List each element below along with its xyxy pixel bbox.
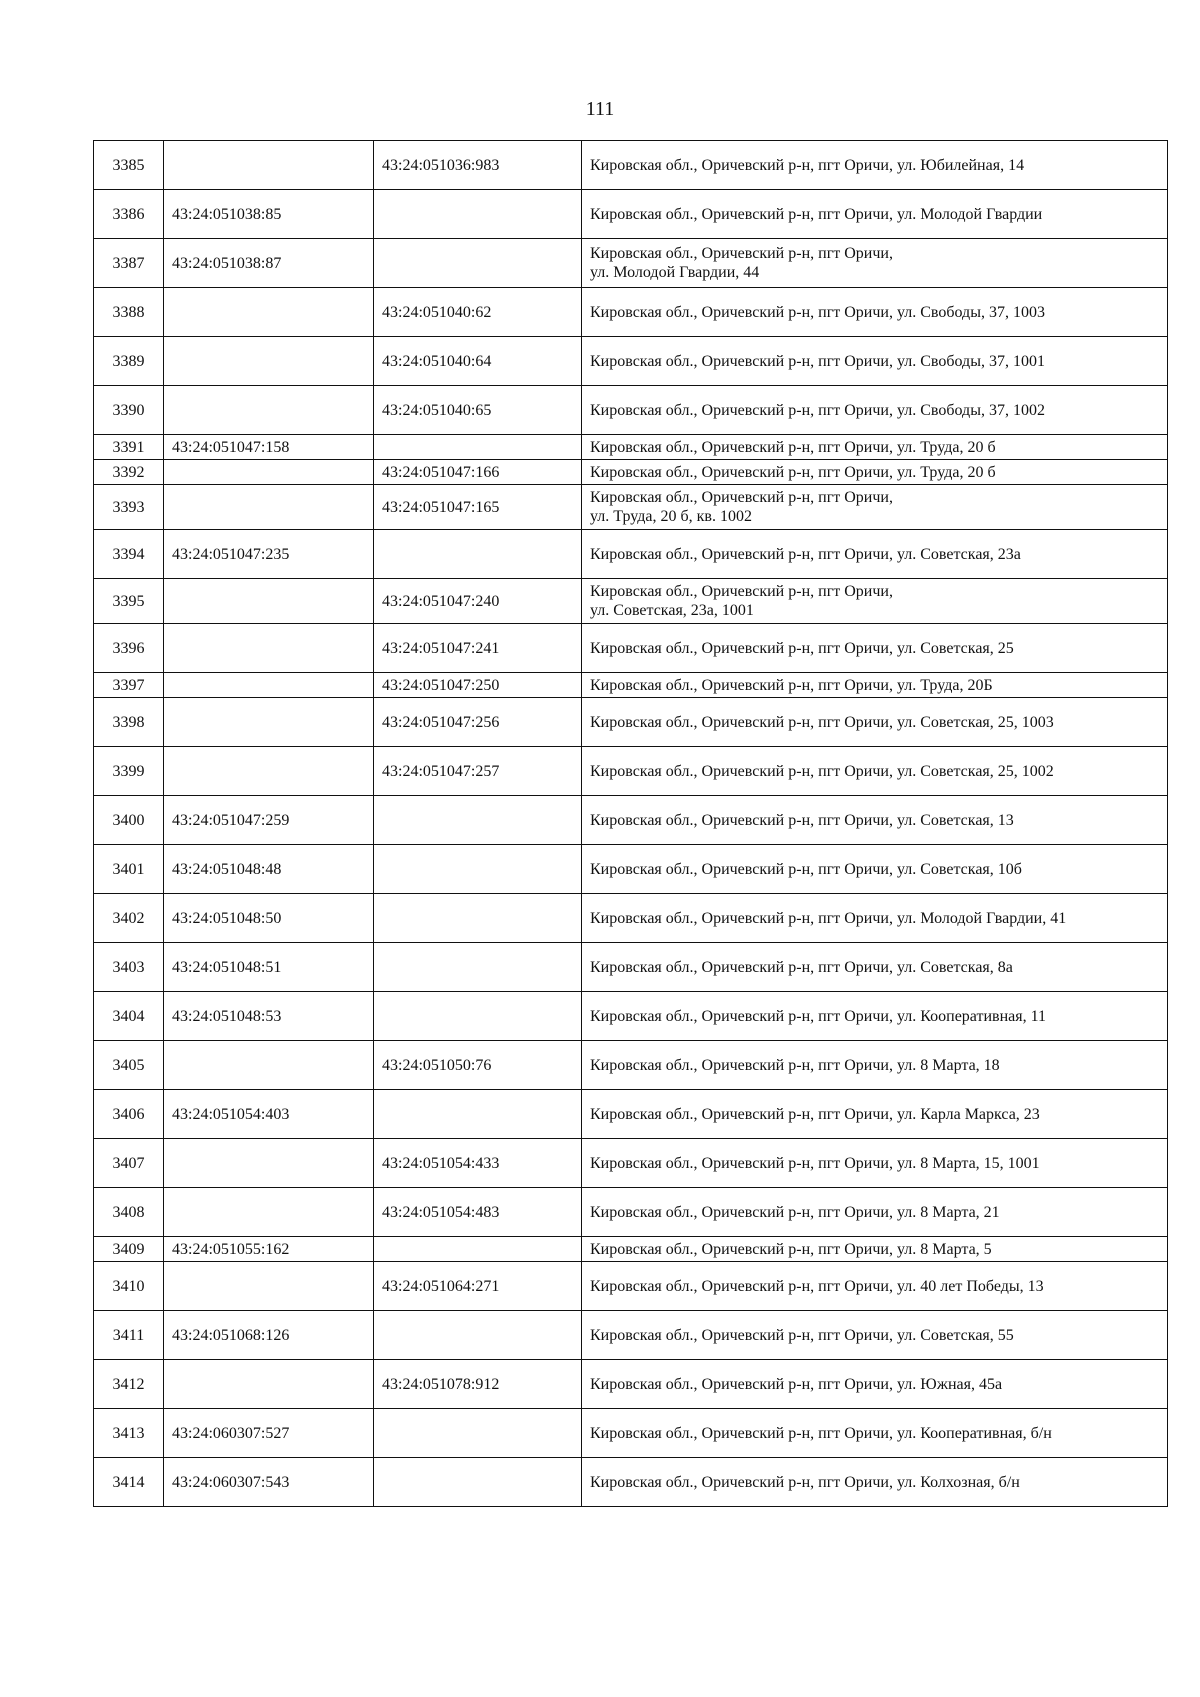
land-cadastral-number-cell bbox=[164, 288, 374, 337]
address-line: Кировская обл., Оричевский р-н, пгт Оричи, ул. Молодой Гвардии bbox=[590, 205, 1043, 223]
address-cell bbox=[582, 673, 1168, 698]
table-row bbox=[94, 796, 1168, 845]
land-cadastral-number-cell bbox=[164, 386, 374, 435]
address-line: Кировская обл., Оричевский р-н, пгт Оричи, ул. Труда, 20 б bbox=[590, 438, 996, 456]
address-line: Кировская обл., Оричевский р-н, пгт Оричи, ул. Кооперативная, 11 bbox=[590, 1007, 1047, 1025]
object-cadastral-number-cell bbox=[374, 943, 582, 992]
address-line: Кировская обл., Оричевский р-н, пгт Оричи, bbox=[590, 245, 893, 262]
row-number-cell: 3404 bbox=[94, 992, 164, 1041]
land-cadastral-number-cell: 43:24:051038:87 bbox=[164, 239, 374, 288]
address-cell bbox=[582, 141, 1168, 190]
land-cadastral-number-cell: 43:24:051048:53 bbox=[164, 992, 374, 1041]
table-row bbox=[94, 894, 1168, 943]
object-cadastral-number-cell bbox=[374, 1409, 582, 1458]
address-line: Кировская обл., Оричевский р-н, пгт Оричи, ул. 8 Марта, 21 bbox=[590, 1203, 1000, 1221]
address-line: Кировская обл., Оричевский р-н, пгт Оричи, ул. Советская, 25, 1002 bbox=[590, 762, 1054, 780]
table-row bbox=[94, 288, 1168, 337]
land-cadastral-number-cell: 43:24:051055:162 bbox=[164, 1237, 374, 1262]
address-cell bbox=[582, 1262, 1168, 1311]
address-cell bbox=[582, 1311, 1168, 1360]
address-cell bbox=[582, 485, 1168, 530]
row-number-cell: 3390 bbox=[94, 386, 164, 435]
land-cadastral-number-cell: 43:24:051048:50 bbox=[164, 894, 374, 943]
address-line: Кировская обл., Оричевский р-н, пгт Оричи, ул. Труда, 20Б bbox=[590, 676, 993, 694]
row-number-cell: 3392 bbox=[94, 460, 164, 485]
table-row bbox=[94, 530, 1168, 579]
land-cadastral-number-cell: 43:24:051038:85 bbox=[164, 190, 374, 239]
land-cadastral-number-cell bbox=[164, 1262, 374, 1311]
table-row bbox=[94, 1188, 1168, 1237]
land-cadastral-number-cell bbox=[164, 624, 374, 673]
object-cadastral-number-cell bbox=[374, 1311, 582, 1360]
address-line: Кировская обл., Оричевский р-н, пгт Оричи, ул. Советская, 10б bbox=[590, 860, 1022, 878]
address-cell bbox=[582, 239, 1168, 288]
row-number-cell: 3411 bbox=[94, 1311, 164, 1360]
table-row bbox=[94, 579, 1168, 624]
object-cadastral-number-cell bbox=[374, 894, 582, 943]
address-line: ул. Труда, 20 б, кв. 1002 bbox=[590, 508, 752, 525]
object-cadastral-number-cell: 43:24:051047:240 bbox=[374, 579, 582, 624]
land-cadastral-number-cell: 43:24:051047:158 bbox=[164, 435, 374, 460]
table-row bbox=[94, 386, 1168, 435]
table-row bbox=[94, 239, 1168, 288]
address-cell bbox=[582, 894, 1168, 943]
object-cadastral-number-cell: 43:24:051050:76 bbox=[374, 1041, 582, 1090]
object-cadastral-number-cell: 43:24:051047:166 bbox=[374, 460, 582, 485]
registry-table bbox=[93, 140, 1168, 1507]
table-row bbox=[94, 141, 1168, 190]
address-line: Кировская обл., Оричевский р-н, пгт Оричи, ул. Свободы, 37, 1001 bbox=[590, 352, 1045, 370]
land-cadastral-number-cell bbox=[164, 1041, 374, 1090]
address-line: Кировская обл., Оричевский р-н, пгт Оричи, ул. Труда, 20 б bbox=[590, 463, 996, 481]
address-cell bbox=[582, 943, 1168, 992]
land-cadastral-number-cell: 43:24:060307:543 bbox=[164, 1458, 374, 1507]
object-cadastral-number-cell: 43:24:051040:65 bbox=[374, 386, 582, 435]
row-number-cell: 3394 bbox=[94, 530, 164, 579]
object-cadastral-number-cell bbox=[374, 845, 582, 894]
land-cadastral-number-cell: 43:24:051068:126 bbox=[164, 1311, 374, 1360]
table-row bbox=[94, 747, 1168, 796]
address-line: Кировская обл., Оричевский р-н, пгт Оричи, bbox=[590, 583, 893, 600]
object-cadastral-number-cell: 43:24:051040:64 bbox=[374, 337, 582, 386]
address-line: Кировская обл., Оричевский р-н, пгт Оричи, ул. Советская, 25 bbox=[590, 639, 1014, 657]
address-cell bbox=[582, 845, 1168, 894]
object-cadastral-number-cell bbox=[374, 1090, 582, 1139]
row-number-cell: 3391 bbox=[94, 435, 164, 460]
address-cell bbox=[582, 190, 1168, 239]
land-cadastral-number-cell bbox=[164, 141, 374, 190]
land-cadastral-number-cell bbox=[164, 460, 374, 485]
row-number-cell: 3385 bbox=[94, 141, 164, 190]
row-number-cell: 3387 bbox=[94, 239, 164, 288]
row-number-cell: 3406 bbox=[94, 1090, 164, 1139]
address-cell bbox=[582, 288, 1168, 337]
object-cadastral-number-cell: 43:24:051064:271 bbox=[374, 1262, 582, 1311]
land-cadastral-number-cell bbox=[164, 337, 374, 386]
row-number-cell: 3403 bbox=[94, 943, 164, 992]
table-row bbox=[94, 337, 1168, 386]
object-cadastral-number-cell bbox=[374, 992, 582, 1041]
table-row bbox=[94, 460, 1168, 485]
table-row bbox=[94, 673, 1168, 698]
address-cell bbox=[582, 1041, 1168, 1090]
object-cadastral-number-cell: 43:24:051047:257 bbox=[374, 747, 582, 796]
address-line: Кировская обл., Оричевский р-н, пгт Оричи, ул. Свободы, 37, 1003 bbox=[590, 303, 1045, 321]
address-cell bbox=[582, 579, 1168, 624]
object-cadastral-number-cell bbox=[374, 435, 582, 460]
table-row bbox=[94, 1360, 1168, 1409]
address-cell bbox=[582, 386, 1168, 435]
address-line: Кировская обл., Оричевский р-н, пгт Оричи, ул. Советская, 55 bbox=[590, 1326, 1014, 1344]
address-line: Кировская обл., Оричевский р-н, пгт Оричи, ул. 8 Марта, 15, 1001 bbox=[590, 1154, 1040, 1172]
table-row bbox=[94, 1041, 1168, 1090]
object-cadastral-number-cell: 43:24:051054:433 bbox=[374, 1139, 582, 1188]
table-row bbox=[94, 1262, 1168, 1311]
object-cadastral-number-cell: 43:24:051040:62 bbox=[374, 288, 582, 337]
row-number-cell: 3389 bbox=[94, 337, 164, 386]
row-number-cell: 3414 bbox=[94, 1458, 164, 1507]
row-number-cell: 3412 bbox=[94, 1360, 164, 1409]
address-cell bbox=[582, 337, 1168, 386]
land-cadastral-number-cell bbox=[164, 1188, 374, 1237]
registry-body bbox=[94, 141, 1168, 1507]
land-cadastral-number-cell bbox=[164, 1360, 374, 1409]
address-line: Кировская обл., Оричевский р-н, пгт Оричи, ул. Советская, 23а bbox=[590, 545, 1021, 563]
row-number-cell: 3413 bbox=[94, 1409, 164, 1458]
address-cell bbox=[582, 1458, 1168, 1507]
address-cell bbox=[582, 1409, 1168, 1458]
address-cell bbox=[582, 796, 1168, 845]
address-line: Кировская обл., Оричевский р-н, пгт Оричи, ул. 40 лет Победы, 13 bbox=[590, 1277, 1044, 1295]
land-cadastral-number-cell bbox=[164, 673, 374, 698]
land-cadastral-number-cell: 43:24:051047:235 bbox=[164, 530, 374, 579]
object-cadastral-number-cell: 43:24:051078:912 bbox=[374, 1360, 582, 1409]
table-row bbox=[94, 435, 1168, 460]
object-cadastral-number-cell: 43:24:051036:983 bbox=[374, 141, 582, 190]
address-line: Кировская обл., Оричевский р-н, пгт Оричи, ул. Советская, 8а bbox=[590, 958, 1013, 976]
object-cadastral-number-cell bbox=[374, 190, 582, 239]
row-number-cell: 3409 bbox=[94, 1237, 164, 1262]
row-number-cell: 3410 bbox=[94, 1262, 164, 1311]
address-line: ул. Молодой Гвардии, 44 bbox=[590, 264, 760, 281]
table-row bbox=[94, 1090, 1168, 1139]
address-cell bbox=[582, 747, 1168, 796]
land-cadastral-number-cell bbox=[164, 485, 374, 530]
row-number-cell: 3407 bbox=[94, 1139, 164, 1188]
row-number-cell: 3399 bbox=[94, 747, 164, 796]
row-number-cell: 3400 bbox=[94, 796, 164, 845]
land-cadastral-number-cell bbox=[164, 1139, 374, 1188]
land-cadastral-number-cell: 43:24:051054:403 bbox=[164, 1090, 374, 1139]
address-line: Кировская обл., Оричевский р-н, пгт Оричи, ул. Колхозная, б/н bbox=[590, 1473, 1020, 1491]
land-cadastral-number-cell: 43:24:051048:51 bbox=[164, 943, 374, 992]
row-number-cell: 3386 bbox=[94, 190, 164, 239]
land-cadastral-number-cell bbox=[164, 747, 374, 796]
land-cadastral-number-cell: 43:24:060307:527 bbox=[164, 1409, 374, 1458]
page-number: 111 bbox=[585, 98, 615, 120]
row-number-cell: 3393 bbox=[94, 485, 164, 530]
table-row bbox=[94, 1409, 1168, 1458]
table-row bbox=[94, 1139, 1168, 1188]
table-row bbox=[94, 1237, 1168, 1262]
table-row bbox=[94, 190, 1168, 239]
address-line: Кировская обл., Оричевский р-н, пгт Оричи, ул. 8 Марта, 18 bbox=[590, 1056, 1000, 1074]
object-cadastral-number-cell bbox=[374, 1458, 582, 1507]
table-row bbox=[94, 1458, 1168, 1507]
object-cadastral-number-cell: 43:24:051047:241 bbox=[374, 624, 582, 673]
address-cell bbox=[582, 1090, 1168, 1139]
address-cell bbox=[582, 530, 1168, 579]
row-number-cell: 3397 bbox=[94, 673, 164, 698]
row-number-cell: 3396 bbox=[94, 624, 164, 673]
row-number-cell: 3388 bbox=[94, 288, 164, 337]
land-cadastral-number-cell: 43:24:051048:48 bbox=[164, 845, 374, 894]
table-row bbox=[94, 845, 1168, 894]
object-cadastral-number-cell: 43:24:051047:165 bbox=[374, 485, 582, 530]
row-number-cell: 3402 bbox=[94, 894, 164, 943]
address-cell bbox=[582, 1139, 1168, 1188]
address-line: Кировская обл., Оричевский р-н, пгт Оричи, bbox=[590, 489, 893, 506]
address-line: ул. Советская, 23а, 1001 bbox=[590, 602, 754, 619]
row-number-cell: 3395 bbox=[94, 579, 164, 624]
address-cell bbox=[582, 460, 1168, 485]
address-line: Кировская обл., Оричевский р-н, пгт Оричи, ул. Кооперативная, б/н bbox=[590, 1424, 1052, 1442]
object-cadastral-number-cell bbox=[374, 530, 582, 579]
address-line: Кировская обл., Оричевский р-н, пгт Оричи, ул. Южная, 45а bbox=[590, 1375, 1003, 1393]
land-cadastral-number-cell bbox=[164, 698, 374, 747]
address-cell bbox=[582, 1360, 1168, 1409]
object-cadastral-number-cell: 43:24:051047:250 bbox=[374, 673, 582, 698]
address-line: Кировская обл., Оричевский р-н, пгт Оричи, ул. 8 Марта, 5 bbox=[590, 1240, 992, 1258]
address-line: Кировская обл., Оричевский р-н, пгт Оричи, ул. Свободы, 37, 1002 bbox=[590, 401, 1045, 419]
row-number-cell: 3398 bbox=[94, 698, 164, 747]
land-cadastral-number-cell: 43:24:051047:259 bbox=[164, 796, 374, 845]
object-cadastral-number-cell bbox=[374, 796, 582, 845]
address-cell bbox=[582, 992, 1168, 1041]
row-number-cell: 3405 bbox=[94, 1041, 164, 1090]
table-row bbox=[94, 624, 1168, 673]
address-line: Кировская обл., Оричевский р-н, пгт Оричи, ул. Юбилейная, 14 bbox=[590, 156, 1025, 174]
address-line: Кировская обл., Оричевский р-н, пгт Оричи, ул. Молодой Гвардии, 41 bbox=[590, 909, 1067, 927]
table-row bbox=[94, 485, 1168, 530]
address-cell bbox=[582, 1188, 1168, 1237]
address-cell bbox=[582, 1237, 1168, 1262]
address-cell bbox=[582, 435, 1168, 460]
object-cadastral-number-cell: 43:24:051047:256 bbox=[374, 698, 582, 747]
table-row bbox=[94, 992, 1168, 1041]
object-cadastral-number-cell bbox=[374, 1237, 582, 1262]
address-cell bbox=[582, 624, 1168, 673]
table-row bbox=[94, 1311, 1168, 1360]
object-cadastral-number-cell: 43:24:051054:483 bbox=[374, 1188, 582, 1237]
land-cadastral-number-cell bbox=[164, 579, 374, 624]
table-row bbox=[94, 943, 1168, 992]
object-cadastral-number-cell bbox=[374, 239, 582, 288]
address-line: Кировская обл., Оричевский р-н, пгт Оричи, ул. Советская, 25, 1003 bbox=[590, 713, 1054, 731]
row-number-cell: 3408 bbox=[94, 1188, 164, 1237]
address-cell bbox=[582, 698, 1168, 747]
address-line: Кировская обл., Оричевский р-н, пгт Оричи, ул. Карла Маркса, 23 bbox=[590, 1105, 1040, 1123]
table-row bbox=[94, 698, 1168, 747]
address-line: Кировская обл., Оричевский р-н, пгт Оричи, ул. Советская, 13 bbox=[590, 811, 1014, 829]
row-number-cell: 3401 bbox=[94, 845, 164, 894]
